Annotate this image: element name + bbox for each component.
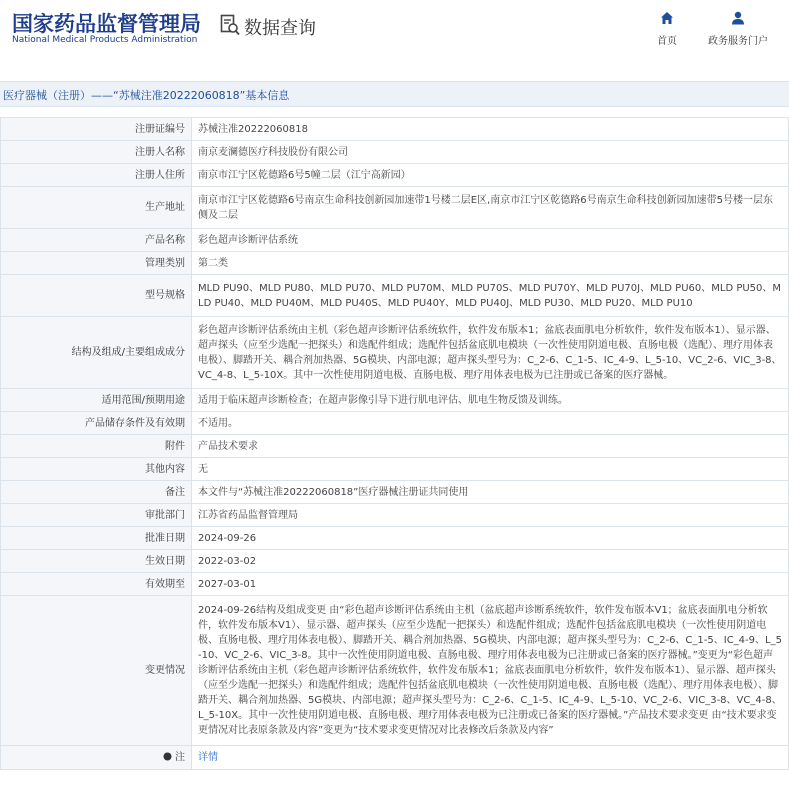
field-label: 备注 [1, 481, 192, 504]
table-row [1, 596, 789, 746]
site-header [0, 0, 789, 62]
data-query-label: 数据查询 [244, 18, 316, 39]
field-value [192, 746, 789, 770]
nav-home[interactable] [632, 10, 702, 47]
field-value: 2024-09-26 [192, 527, 789, 550]
record-title-bar [0, 81, 789, 107]
field-value: 南京市江宁区乾德路6号5幢二层（江宁高新园） [192, 164, 789, 187]
table-row [1, 389, 789, 412]
field-label: 注册人住所 [1, 164, 192, 187]
table-row [1, 229, 789, 252]
field-value: 无 [192, 458, 789, 481]
field-label-note [1, 746, 192, 770]
table-row [1, 164, 789, 187]
field-label: 附件 [1, 435, 192, 458]
field-value: 适用于临床超声诊断检查；在超声影像引导下进行肌电评估、肌电生物反馈及训练。 [192, 389, 789, 412]
table-row [1, 746, 789, 770]
field-value: 2022-03-02 [192, 550, 789, 573]
field-value: 彩色超声诊断评估系统 [192, 229, 789, 252]
table-row [1, 118, 789, 141]
field-value: 2027-03-01 [192, 573, 789, 596]
table-row [1, 481, 789, 504]
table-row [1, 550, 789, 573]
note-label: 注 [175, 752, 185, 763]
table-row [1, 187, 789, 229]
user-icon [731, 10, 745, 29]
data-query-title[interactable] [220, 14, 316, 40]
field-label: 生效日期 [1, 550, 192, 573]
field-value: MLD PU90、MLD PU80、MLD PU70、MLD PU70M、MLD PU70S、MLD PU70Y、MLD PU70J、MLD PU60、MLD PU50、MLD PU40、MLD PU40M、MLD PU40S、MLD PU40Y、MLD PU40J、MLD PU30、MLD PU20、MLD PU10 [192, 275, 789, 317]
field-label: 有效期至 [1, 573, 192, 596]
field-value: 不适用。 [192, 412, 789, 435]
table-row [1, 435, 789, 458]
field-label: 审批部门 [1, 504, 192, 527]
field-value: 南京市江宁区乾德路6号南京生命科技创新园加速带1号楼二层E区,南京市江宁区乾德路6号南京生命科技创新园加速带5号楼一层东侧及二层 [192, 187, 789, 229]
field-label: 结构及组成/主要组成成分 [1, 317, 192, 389]
table-row [1, 504, 789, 527]
field-label: 适用范围/预期用途 [1, 389, 192, 412]
site-logo-en: National Medical Products Administration [12, 35, 198, 45]
field-value: 2024-09-26结构及组成变更 由“彩色超声诊断评估系统由主机（盆底超声诊断系统软件，软件发布版本V1；盆底表面肌电分析软件，软件发布版本V1）、显示器、超声探头（应至少选配一把探头）和选配件组成；选配件包括盆底肌电模块（一次性使用阴道电极、直肠电极、理疗用体表电极）、脚踏开关、耦合剂加热器、5G模块、内部电源；超声探头型号为：C_2-6、C_1-5、IC_4-9、L_5-10、VC_2-6、VIC_3-8。其中一次性使用阴道电极、直肠电极、理疗用体表电极为已注册或已备案的医疗器械。”变更为“彩色超声诊断评估系统由主机（彩色超声诊断评估系统软件，软件发布版本1；盆底表面肌电分析软件，软件发布版本1）、显示器、超声探头（应至少选配一把探头）和选配件组成；选配件包括盆底肌电模块（一次性使用阴道电极、直肠电极（选配）、理疗用体表电极）、脚踏开关、耦合剂加热器、5G模块、内部电源；超声探头型号为：C_2-6、C_1-5、IC_4-9、L_5-10、VC_2-6、VIC_3-8、VC_4-8、L_5-10X。其中一次性使用阴道电极、直肠电极、理疗用体表电极为已注册或已备案的医疗器械。”产品技术要求变更 由“技术要求变更情况对比表原条款及内容”变更为“技术要求变更情况对比表修改后条款及内容” [192, 596, 789, 746]
table-row [1, 141, 789, 164]
table-row [1, 412, 789, 435]
nav-government-services[interactable] [703, 10, 773, 47]
table-row [1, 252, 789, 275]
field-value: 彩色超声诊断评估系统由主机（彩色超声诊断评估系统软件，软件发布版本1；盆底表面肌电分析软件，软件发布版本1）、显示器、超声探头（应至少选配一把探头）和选配件组成；选配件包括盆底肌电模块（一次性使用阴道电极、直肠电极（选配）、理疗用体表电极）、脚踏开关、耦合剂加热器、5G模块、内部电源；超声探头型号为：C_2-6、C_1-5、IC_4-9、L_5-10、VC_2-6、VIC_3-8、VC_4-8、L_5-10X。其中一次性使用阴道电极、直肠电极、理疗用体表电极为已注册或已备案的医疗器械。 [192, 317, 789, 389]
home-icon [660, 10, 674, 29]
field-value: 苏械注准20222060818 [192, 118, 789, 141]
field-label: 注册证编号 [1, 118, 192, 141]
nav-home-label: 首页 [657, 36, 677, 47]
table-row [1, 275, 789, 317]
details-link[interactable]: 详情 [198, 752, 218, 763]
field-label: 注册人名称 [1, 141, 192, 164]
field-value: 南京麦澜德医疗科技股份有限公司 [192, 141, 789, 164]
field-label: 管理类别 [1, 252, 192, 275]
record-info-table [0, 117, 789, 770]
site-logo-cn[interactable]: 国家药品监督管理局 [12, 12, 201, 36]
field-label: 产品储存条件及有效期 [1, 412, 192, 435]
field-label: 变更情况 [1, 596, 192, 746]
field-value: 第二类 [192, 252, 789, 275]
field-label: 其他内容 [1, 458, 192, 481]
field-label: 型号规格 [1, 275, 192, 317]
field-value: 产品技术要求 [192, 435, 789, 458]
field-label: 产品名称 [1, 229, 192, 252]
note-icon [163, 752, 175, 763]
nav-government-services-label: 政务服务门户 [708, 36, 768, 47]
field-value: 本文件与“苏械注准20222060818”医疗器械注册证共同使用 [192, 481, 789, 504]
field-label: 批准日期 [1, 527, 192, 550]
table-row [1, 527, 789, 550]
table-row [1, 317, 789, 389]
table-row [1, 573, 789, 596]
page-title: 医疗器械（注册）——“苏械注准20222060818”基本信息 [3, 89, 290, 102]
search-document-icon [220, 14, 240, 40]
table-row [1, 458, 789, 481]
field-label: 生产地址 [1, 187, 192, 229]
field-value: 江苏省药品监督管理局 [192, 504, 789, 527]
